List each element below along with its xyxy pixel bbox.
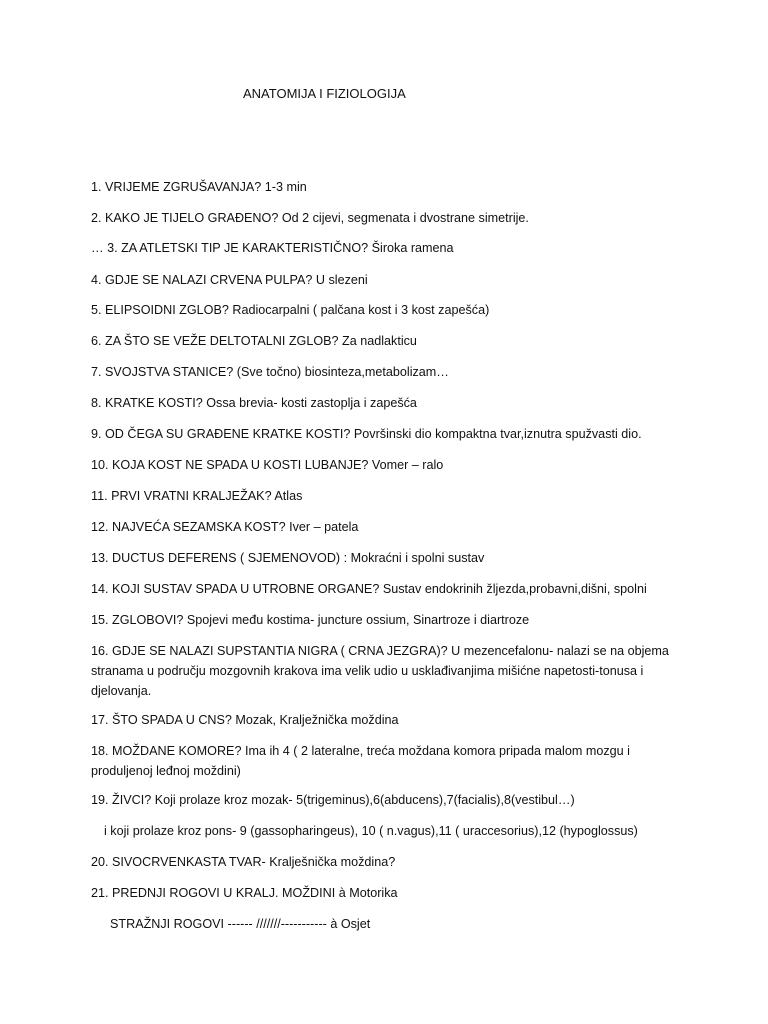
question-2: 2. KAKO JE TIJELO GRAĐENO? Od 2 cijevi, segmenata i dvostrane simetrije. [91, 211, 529, 225]
question-14: 14. KOJI SUSTAV SPADA U UTROBNE ORGANE? Sustav endokrinih žljezda,probavni,dišni, spolni [91, 582, 647, 596]
question-4: 4. GDJE SE NALAZI CRVENA PULPA? U slezeni [91, 273, 368, 287]
question-7: 7. SVOJSTVA STANICE? (Sve točno) biosinteza,metabolizam… [91, 365, 449, 379]
question-18: 18. MOŽDANE KOMORE? Ima ih 4 ( 2 lateralne, treća moždana komora pripada malom mozgu i produljenoj leđnoj moždini) [91, 744, 630, 778]
question-8: 8. KRATKE KOSTI? Ossa brevia- kosti zastoplja i zapešća [91, 396, 417, 410]
question-15: 15. ZGLOBOVI? Spojevi među kostima- juncture ossium, Sinartroze i diartroze [91, 613, 530, 627]
question-19: 19. ŽIVCI? Koji prolaze kroz mozak- 5(trigeminus),6(abducens),7(facialis),8(vestibul…) [91, 793, 575, 807]
question-1: 1. VRIJEME ZGRUŠAVANJA? 1-3 min [91, 180, 307, 194]
question-9: 9. OD ČEGA SU GRAĐENE KRATKE KOSTI? Površinski dio kompaktna tvar,iznutra spužvasti dio. [91, 427, 642, 441]
question-13: 13. DUCTUS DEFERENS ( SJEMENOVOD) : Mokraćni i spolni sustav [91, 551, 485, 565]
question-20: 20. SIVOCRVENKASTA TVAR- Kralješnička moždina? [91, 855, 396, 869]
question-16: 16. GDJE SE NALAZI SUPSTANTIA NIGRA ( CRNA JEZGRA)? U mezencefalonu- nalazi se na objema stranama u području mozgovnih krakova ima velik udio u usklađivanjima mišićne napetosti-tonusa i djelovanja. [91, 644, 669, 698]
question-12: 12. NAJVEĆA SEZAMSKA KOST? Iver – patela [91, 520, 359, 534]
question-11: 11. PRVI VRATNI KRALJEŽAK? Atlas [91, 489, 303, 503]
question-21-continued: STRAŽNJI ROGOVI ------ ///////----------- à Osjet [110, 917, 371, 931]
question-17: 17. ŠTO SPADA U CNS? Mozak, Kralježnička moždina [91, 713, 399, 727]
question-5: 5. ELIPSOIDNI ZGLOB? Radiocarpalni ( palčana kost i 3 kost zapešća) [91, 303, 490, 317]
question-10: 10. KOJA KOST NE SPADA U KOSTI LUBANJE? Vomer – ralo [91, 458, 444, 472]
question-19-continued: i koji prolaze kroz pons- 9 (gassopharingeus), 10 ( n.vagus),11 ( uraccesorius),12 (hypoglossus) [104, 824, 638, 838]
document-title: ANATOMIJA I FIZIOLOGIJA [243, 86, 406, 101]
question-3: … 3. ZA ATLETSKI TIP JE KARAKTERISTIČNO? Široka ramena [91, 241, 454, 255]
question-21: 21. PREDNJI ROGOVI U KRALJ. MOŽDINI à Motorika [91, 886, 398, 900]
question-6: 6. ZA ŠTO SE VEŽE DELTOTALNI ZGLOB? Za nadlakticu [91, 334, 417, 348]
